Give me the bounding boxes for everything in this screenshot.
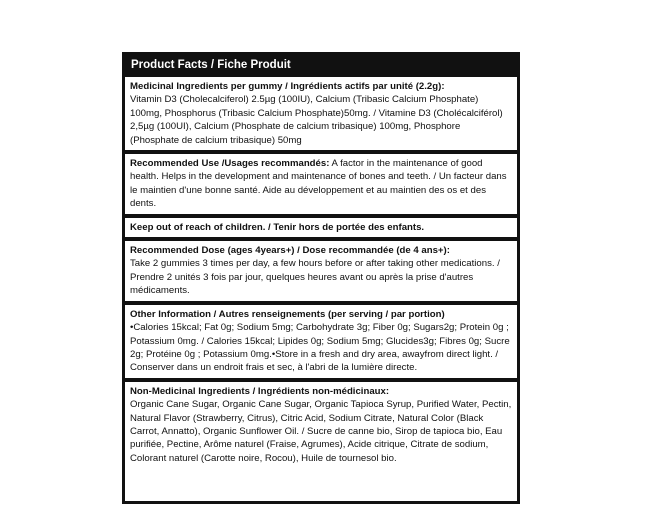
recommended-use-heading: Recommended Use /Usages recommandés: [130,158,330,170]
other-information-text: •Calories 15kcal; Fat 0g; Sodium 5mg; Carbohydrate 3g; Fiber 0g; Sugars2g; Protein 0g ; Potassium 0mg. / Calories 15kcal; Lipides 0g; Sodium 5mg; Glucides3g; Fibres 0g; Sucre 2g; Protéine 0g ; Potassium 0mg.•Store in a fresh and dry area, awayfrom direct light. / Conserver dans un endroit frais et sec, à l'abri de la lumière directe. [130,322,510,374]
non-medicinal-heading: Non-Medicinal Ingredients / Ingrédients non-médicinaux: [130,385,390,397]
product-facts-panel [122,52,520,504]
warning-section [125,214,517,237]
medicinal-ingredients-heading: Medicinal Ingredients per gummy / Ingrédients actifs par unité (2.2g): [130,81,445,92]
medicinal-ingredients-section [125,75,517,150]
non-medicinal-text: Organic Cane Sugar, Organic Cane Sugar, Organic Tapioca Syrup, Purified Water, Pectin, Natural Flavor (Strawberry, Citrus), Citric Acid, Sodium Citrate, Natural Color (Black Carrot, Annatto), Organic Sunflower Oil. / Sucre de canne bio, Sirop de tapioca bio, Eau purifiée, Pectine, Arôme naturel (Fraise, Agrumes), Acide citrique, Citrate de sodium, Colorant naturel (Carotte noire, Rocou), Huile de tournesol bio. [130,399,512,464]
other-information-heading: Other Information / Autres renseignements (per serving / par portion) [130,308,445,320]
recommended-use-section [125,150,517,214]
medicinal-ingredients-text: Vitamin D3 (Cholecalciferol) 2.5µg (100IU), Calcium (Tribasic Calcium Phosphate) 100mg, Phosphorus (Tribasic Calcium Phosphate)50mg. / Vitamine D3 (Cholécalciférol) 2,5µg (100UI), Calcium (Phosphate de calcium tribasique) 100mg, Phosphore (Phosphate de calcium tribasique) 50mg [130,94,503,146]
recommended-dose-heading: Recommended Dose (ages 4years+) / Dose recommandée (de 4 ans+): [130,245,450,257]
recommended-use-text: A factor in the maintenance of good health. Helps in the development and maintenance of bones and teeth. / Un facteur dans le maintien d'une bonne santé. Aide au développement et au maintien des os et des dents. [130,158,507,210]
other-information-section [125,301,517,378]
recommended-dose-section [125,237,517,301]
recommended-dose-text: Take 2 gummies 3 times per day, a few hours before or after taking other medications. / Prendre 2 unités 3 fois par jour, quelques heures avant ou après la prise d'autres médicaments. [130,258,500,297]
warning-text: Keep out of reach of children. / Tenir hors de portée des enfants. [130,221,425,233]
non-medicinal-section [125,378,517,468]
panel-title: Product Facts / Fiche Produit [125,55,517,75]
